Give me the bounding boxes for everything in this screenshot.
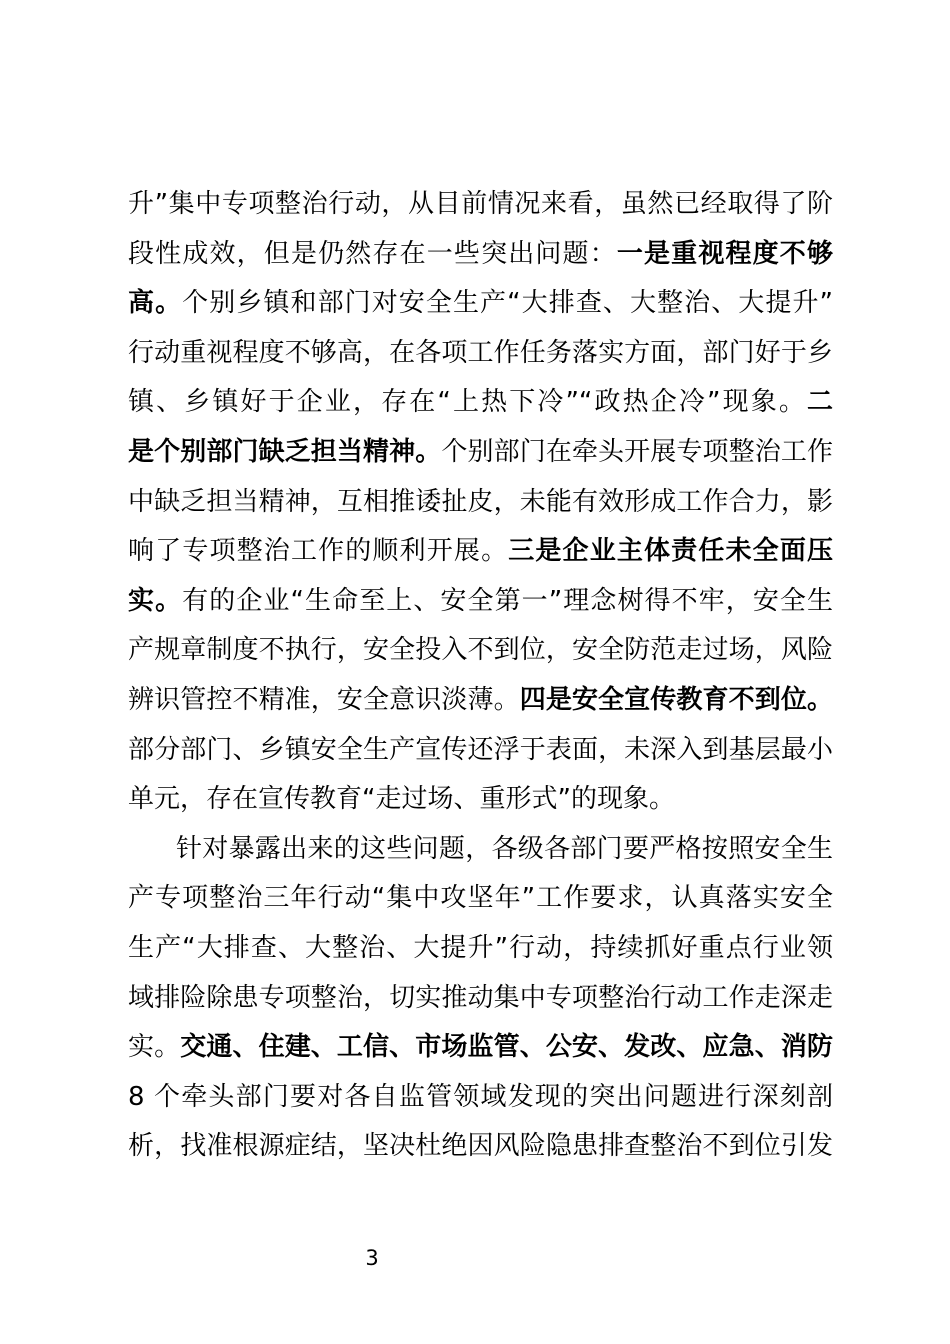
text-line-7: 中缺乏担当精神，互相推诿扯皮，未能有效形成工作合力，影 [128, 486, 833, 517]
text-line-1: 升”集中专项整治行动，从目前情况来看，虽然已经取得了阶 [128, 189, 833, 219]
text-line-9: 实。有的企业“生命至上、安全第一”理念树得不牢，安全生 [128, 585, 833, 616]
text-line-5: 镇、乡镇好于企业，存在“上热下冷”“政热企冷”现象。二 [128, 387, 833, 418]
text-line-6: 是个别部门缺乏担当精神。个别部门在牵头开展专项整治工作 [128, 436, 833, 467]
text-line-12: 部分部门、乡镇安全生产宣传还浮于表面，未深入到基层最小 [128, 734, 833, 765]
body-text [128, 180, 833, 1172]
text-line-3: 高。个别乡镇和部门对安全生产“大排查、大整治、大提升” [128, 288, 833, 319]
bold-heading-3: 三是企业主体责任未全面压 [508, 536, 833, 567]
text-line-14: 针对暴露出来的这些问题，各级各部门要严格按照安全生 [176, 833, 833, 864]
text-line-10: 产规章制度不执行，安全投入不到位，安全防范走过场，风险 [128, 635, 833, 666]
text-line-11: 辨识管控不精准，安全意识淡薄。四是安全宣传教育不到位。 [128, 684, 833, 715]
text-line-4: 行动重视程度不够高，在各项工作任务落实方面，部门好于乡 [128, 337, 833, 368]
text-line-18: 实。交通、住建、工信、市场监管、公安、发改、应急、消防 [128, 1032, 833, 1063]
bold-heading-4: 四是安全宣传教育不到位。 [519, 684, 833, 715]
text-line-2: 段性成效，但是仍然存在一些突出问题：一是重视程度不够 [128, 238, 833, 269]
text-line-20: 析，找准根源症结，坚决杜绝因风险隐患排查整治不到位引发 [128, 1131, 833, 1162]
text-line-16: 生产“大排查、大整治、大提升”行动，持续抓好重点行业领 [128, 932, 833, 963]
page-number: 3 [365, 1246, 379, 1270]
text-line-15: 产专项整治三年行动“集中攻坚年”工作要求，认真落实安全 [128, 883, 833, 914]
text-line-19: 8 个牵头部门要对各自监管领域发现的突出问题进行深刻剖 [128, 1081, 833, 1112]
text-line-17: 域排险除患专项整治，切实推动集中专项整治行动工作走深走 [128, 982, 833, 1013]
text-line-13: 单元，存在宣传教育“走过场、重形式”的现象。 [128, 784, 675, 815]
bold-heading-1: 一是重视程度不够 [616, 238, 833, 269]
bold-departments: 交通、住建、工信、市场监管、公安、发改、应急、消防 [180, 1032, 833, 1063]
bold-heading-2: 二 [806, 387, 833, 418]
text-line-8: 响了专项整治工作的顺利开展。三是企业主体责任未全面压 [128, 536, 833, 567]
